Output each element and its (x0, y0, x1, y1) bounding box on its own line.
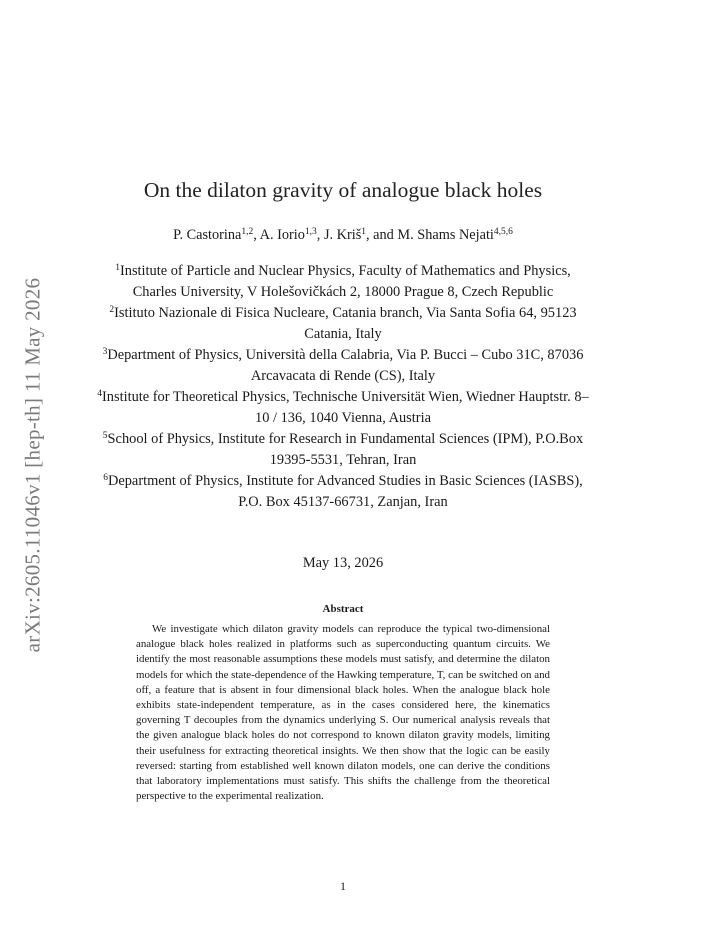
author: J. Kriš$^1$, and (323, 227, 398, 243)
affiliation: $^6$Department of Physics, Institute for Advanced Studies in Basic Sciences (IASBS), P.O. Box 45137-66731, Zanjan, Iran (103, 473, 583, 510)
affiliation: $^4$Institute for Theoretical Physics, Technische Universität Wien, Wiedner Hauptstr. 8–10 / 136, 1040 Vienna, Austria (97, 389, 589, 426)
arxiv-identifier: arXiv:2605.11046v1 [hep-th] 11 May 2026 (20, 277, 45, 653)
affiliation: $^5$School of Physics, Institute for Research in Fundamental Sciences (IPM), P.O.Box 19395-5531, Tehran, Iran (102, 431, 584, 468)
author: M. Shams Nejati$^{4,5,6}$ (397, 227, 513, 243)
affiliation: $^2$Istituto Nazionale di Fisica Nucleare, Catania branch, Via Santa Sofia 64, 95123 Catania, Italy (109, 305, 577, 342)
affiliation: $^3$Department of Physics, Università della Calabria, Via P. Bucci – Cubo 31C, 87036 Arcavacata di Rende (CS), Italy (102, 347, 584, 384)
author: A. Iorio$^{1,3}$, (259, 227, 324, 243)
paper-title: On the dilaton gravity of analogue black holes (143, 178, 543, 202)
paper-date: May 13, 2026 (302, 555, 384, 571)
abstract-heading: Abstract (322, 603, 364, 615)
abstract-body: We investigate which dilaton gravity models can reproduce the typical two-dimensional analogue black holes realized in platforms such as superconducting quantum circuits. We identify the most reasonable assumptions these models must satisfy, and determine the dilaton models for which the state-dependence of the Hawking temperature, T, can be switched on and off, a feature that is absent in four dimensional black holes. When the analogue black hole exhibits state-independent temperature, as in the cases considered here, the kinematics governing T decouples from the dynamics underlying S. Our numerical analysis reveals that the given analogue black holes do not correspond to known dilaton gravity models, limiting their usefulness for extracting theoretical insights. We then show that the logic can be easily reversed: starting from established well known dilaton models, one can derive the conditions that laboratory implementations must satisfy. This shifts the challenge from the theoretical perspective to the experimental realization. (136, 623, 550, 803)
author: P. Castorina$^{1,2}$, (173, 227, 260, 243)
affiliation: $^1$Institute of Particle and Nuclear Physics, Faculty of Mathematics and Physics, Charles University, V Holešovičkách 2, 18000 Prague 8, Czech Republic (115, 263, 571, 300)
affiliation-list (96, 261, 590, 513)
author-list (96, 227, 590, 244)
page-number: 1 (340, 879, 346, 893)
